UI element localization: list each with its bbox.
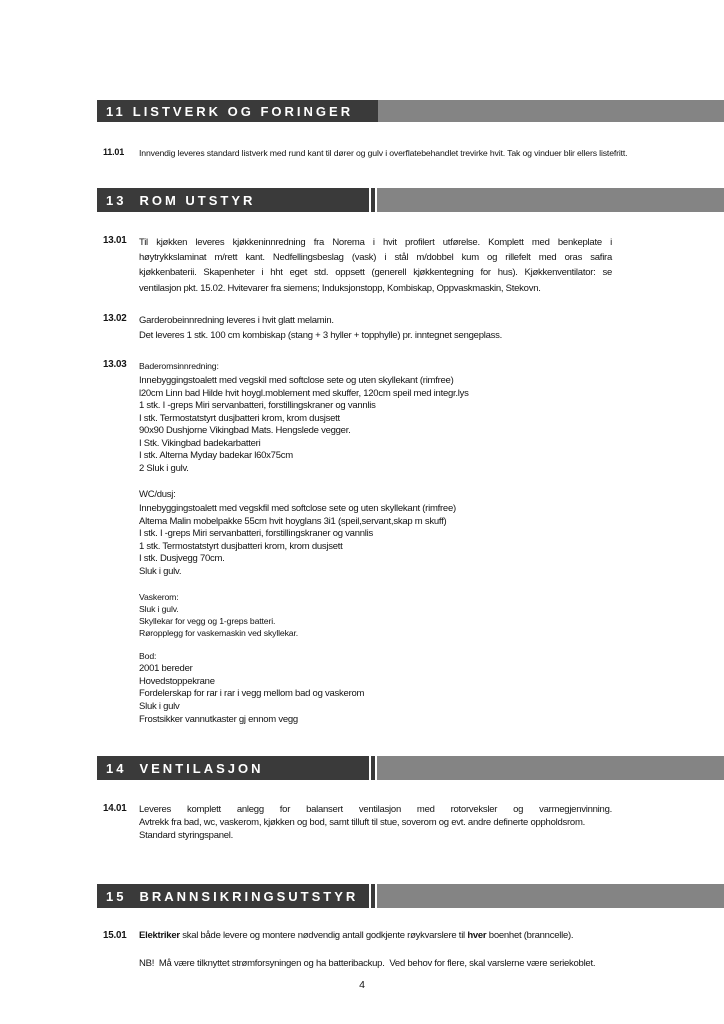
list-line: Altema Malin mobelpakke 55cm hvit hoyglans 3i1 (speil,servant,skap m skuff) [139,515,447,527]
wc-shower-label [139,489,176,502]
item-text-13-02 [139,313,502,343]
block-label: Bod: [139,651,157,661]
list-line: l20cm Linn bad Hilde hvit hoygl.moblement med skuffer, 120cm speil med integr.lys [139,387,469,399]
section-header-14-separator [371,756,375,780]
list-line: I stk. Dusjvegg 70cm. [139,553,225,564]
item-text-15-01 [139,930,573,943]
list-line: 1 stk. Termostatstyrt dusjbatteri krom, krom dusjsett [139,540,343,552]
section-11-title: LISTVERK OG FORINGER [132,103,354,119]
paragraph-line: Avtrekk fra bad, wc, vaskerom, kjøkken og bod, samt tilluft til stue, soverom og evt. andre definerte oppholdsrom. [139,817,586,828]
item-text-11-01 [139,147,627,159]
list-line: Sluk i gulv [139,701,180,713]
list-line: Sluk i gulv. [139,604,179,614]
section-header-13 [97,188,724,212]
list-line: Fordelerskap for rar i rar i vegg mellom bad og vaskerom [139,688,365,700]
list-line: Hovedstoppekrane [139,675,215,687]
laundry-room-label [139,591,179,603]
section-13-number: 13 [106,192,127,208]
section-13-title: ROM UTSTYR [139,192,256,208]
paragraph-line: Standard styringspanel. [139,830,234,841]
list-line: Innebyggingstoalett med vegskfil med softclose sete og uten skyllekant (rimfree) [139,503,456,514]
laundry-room-list [139,603,298,640]
section-15-number: 15 [106,888,127,904]
paragraph-line: ventilasjon pkt. 15.02. Hvitevarer fra siemens; Induksjonstopp, Kombiskap, Oppvaskmaskin, Stekovn. [139,282,541,294]
item-number-14-01: 14.01 [103,803,127,814]
list-line: Sluk i gulv. [139,565,182,577]
storage-room-list [139,663,364,727]
list-line: I stk. Alterna Myday badekar l60x75cm [139,450,293,461]
bathroom-label [139,360,219,372]
section-header-14-dark-bar [97,756,369,780]
section-header-15 [97,884,724,908]
item-number-13-03: 13.03 [103,359,127,370]
block-label: WC/dusj: [139,489,176,500]
list-line: Skyllekar for vegg og 1-greps batteri. [139,616,276,627]
paragraph-line: høytrykkslaminat m/rett kant. Nedfellingsbeslag (vask) i stål m/dobbel kum og rillefelt med oras safira [139,252,612,264]
section-header-15-separator [371,884,375,908]
item-number-13-01: 13.01 [103,235,127,246]
section-header-11-gray-extension [378,100,724,122]
bathroom-equipment-list [139,375,469,475]
section-header-11-dark-bar [97,100,378,122]
list-line: Frostsikker vannutkaster gj ennom vegg [139,713,298,725]
section-15-title: BRANNSIKRINGSUTSTYR [139,888,359,904]
wc-shower-equipment-list [139,503,456,578]
storage-room-label [139,650,156,662]
item-text-15-01-nb [139,958,595,971]
list-line: 2 Sluk i gulv. [139,462,189,474]
list-line: I Stk. Vikingbad badekarbatteri [139,437,261,449]
paragraph-line: Det leveres 1 stk. 100 cm kombiskap (stang + 3 hyller + topphylle) pr. inntegnet sengeplass. [139,330,503,342]
paragraph-line: kjøkkenbaterii. Skapenheter i hht eget std. oppsett (generell kjøkkentegning for hus). Kjøkkenventilator: se [139,267,612,279]
section-header-11 [97,100,724,122]
section-14-title: VENTILASJON [139,760,264,776]
item-text-13-01 [139,235,612,296]
section-11-number: 11 [106,103,126,119]
nb-note-line: NB! Må være tilknyttet strømforsyningen og ha batteribackup. Ved behov for flere, skal varslerne være seriekoblet. [139,958,596,969]
paragraph-line: Leveres komplett anlegg for balansert ventilasjon med rotorveksler og varmegjenvinning. [139,804,612,815]
section-header-14 [97,756,724,780]
section-14-number: 14 [106,760,127,776]
list-line: I stk. Termostatstyrt dusjbatteri krom, krom dusjsett [139,412,340,424]
list-line: Røropplegg for vaskemaskin ved skyllekar. [139,628,298,639]
page-number: 4 [359,979,365,991]
paragraph-line: Innvendig leveres standard listverk med rund kant til dører og gulv i overflatebehandlet trevirke hvit. Tak og vinduer blir ellers listefritt. [139,148,628,158]
text-segment: boenhet (branncelle). [486,930,574,941]
item-number-15-01: 15.01 [103,930,127,941]
item-number-13-02: 13.02 [103,313,127,324]
section-header-13-dark-bar [97,188,369,212]
section-header-13-separator [371,188,375,212]
section-header-14-gray-extension [377,756,724,780]
section-header-15-gray-extension [377,884,724,908]
list-line: Innebyggingstoalett med vegskil med softclose sete og uten skyllekant (rimfree) [139,375,454,386]
bold-electrician: Elektriker [139,930,180,941]
paragraph-line [139,930,573,943]
list-line: I stk. I -greps Miri servanbatteri, forstillingskraner og vannlis [139,528,374,539]
section-header-13-gray-extension [377,188,724,212]
bold-hver: hver [467,930,487,941]
item-number-11-01: 11.01 [103,147,125,157]
section-header-15-dark-bar [97,884,369,908]
list-line: 2001 bereder [139,663,193,674]
list-line: 1 stk. I -greps Miri servanbatteri, forstillingskraner og vannlis [139,400,376,411]
block-label: Baderomsinnredning: [139,361,219,371]
block-label: Vaskerom: [139,592,179,602]
paragraph-line: Til kjøkken leveres kjøkkeninnredning fra Norema i hvit profilert utførelse. Komplett med benkeplate i [139,237,612,248]
paragraph-line: Garderobeinnredning leveres i hvit glatt melamin. [139,315,334,326]
item-text-14-01 [139,803,612,842]
text-segment: skal både levere og montere nødvendig antall godkjente røykvarslere til [179,930,468,941]
list-line: 90x90 Dushjorne Vikingbad Mats. Hengslede vegger. [139,425,351,436]
